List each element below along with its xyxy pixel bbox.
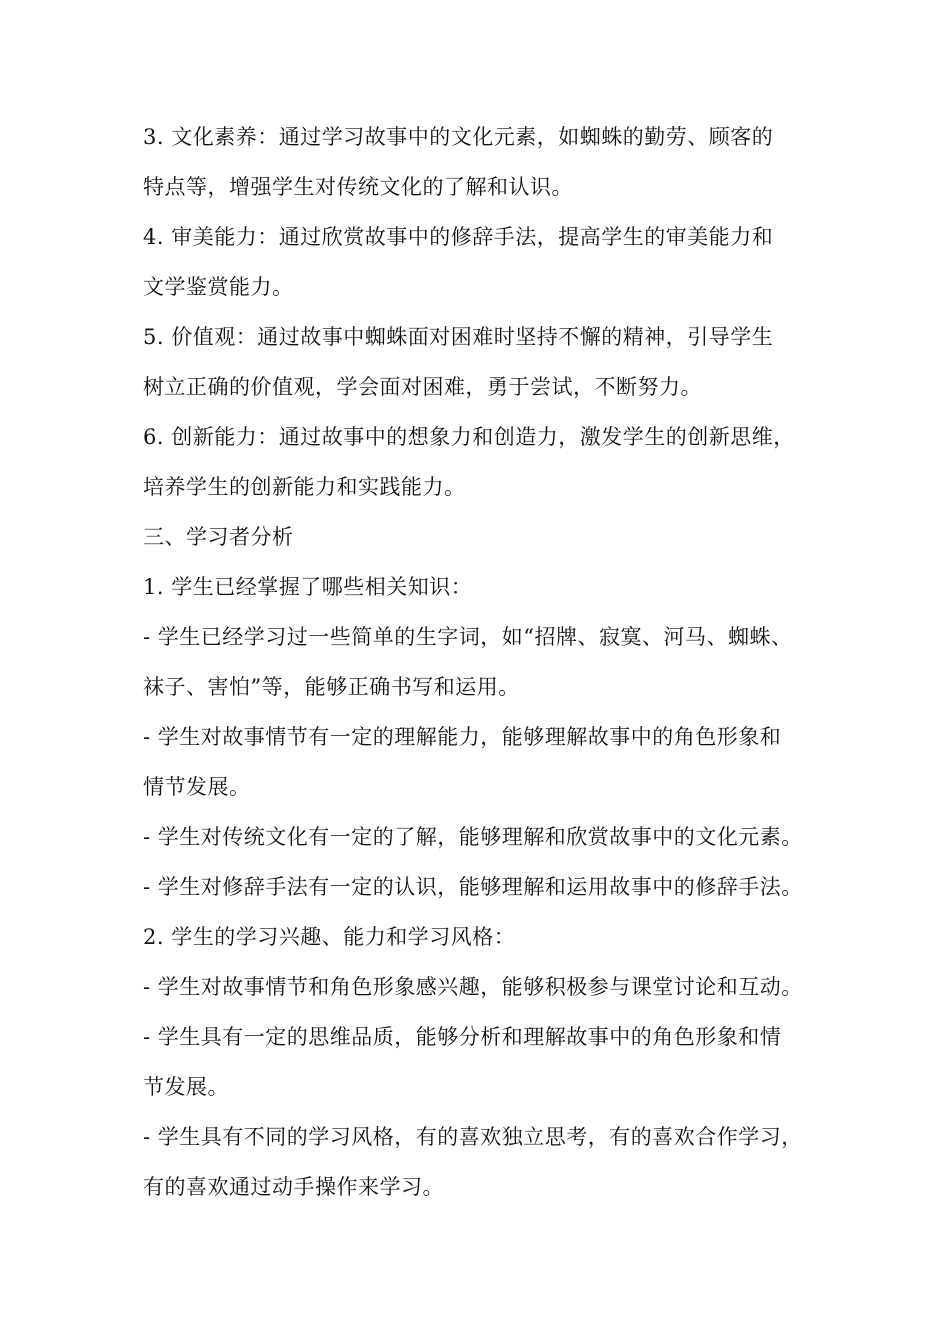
text-line: 培养学生的创新能力和实践能力。 xyxy=(143,475,466,499)
text-line: 文学鉴赏能力。 xyxy=(143,275,294,299)
text-line: 袜子、害怕”等，能够正确书写和运用。 xyxy=(143,675,520,699)
text-line: 情节发展。 xyxy=(143,775,251,799)
bullet-line: - 学生对传统文化有一定的了解，能够理解和欣赏故事中的文化元素。 xyxy=(143,825,803,849)
subsection-heading: 1. 学生已经掌握了哪些相关知识： xyxy=(143,575,473,599)
text-line: 4. 审美能力：通过欣赏故事中的修辞手法，提高学生的审美能力和 xyxy=(143,225,774,249)
subsection-heading: 2. 学生的学习兴趣、能力和学习风格： xyxy=(143,925,516,949)
bullet-line: - 学生具有不同的学习风格，有的喜欢独立思考，有的喜欢合作学习， xyxy=(143,1125,803,1149)
text-line: 特点等，增强学生对传统文化的了解和认识。 xyxy=(143,175,573,199)
text-line: 3. 文化素养：通过学习故事中的文化元素，如蜘蛛的勤劳、顾客的 xyxy=(143,125,774,149)
document-body xyxy=(143,112,823,1212)
section-heading: 三、学习者分析 xyxy=(143,525,294,549)
text-line: 6. 创新能力：通过故事中的想象力和创造力，激发学生的创新思维， xyxy=(143,425,795,449)
bullet-line: - 学生具有一定的思维品质，能够分析和理解故事中的角色形象和情 xyxy=(143,1025,782,1049)
text-line: 节发展。 xyxy=(143,1075,229,1099)
text-line: 有的喜欢通过动手操作来学习。 xyxy=(143,1175,444,1199)
bullet-line: - 学生对故事情节和角色形象感兴趣，能够积极参与课堂讨论和互动。 xyxy=(143,975,803,999)
text-line: 树立正确的价值观，学会面对困难，勇于尝试，不断努力。 xyxy=(143,375,702,399)
text-line: 5. 价值观：通过故事中蜘蛛面对困难时坚持不懈的精神，引导学生 xyxy=(143,325,774,349)
bullet-line: - 学生对故事情节有一定的理解能力，能够理解故事中的角色形象和 xyxy=(143,725,782,749)
bullet-line: - 学生已经学习过一些简单的生字词，如“招牌、寂寞、河马、蜘蛛、 xyxy=(143,625,793,649)
bullet-line: - 学生对修辞手法有一定的认识，能够理解和运用故事中的修辞手法。 xyxy=(143,875,803,899)
